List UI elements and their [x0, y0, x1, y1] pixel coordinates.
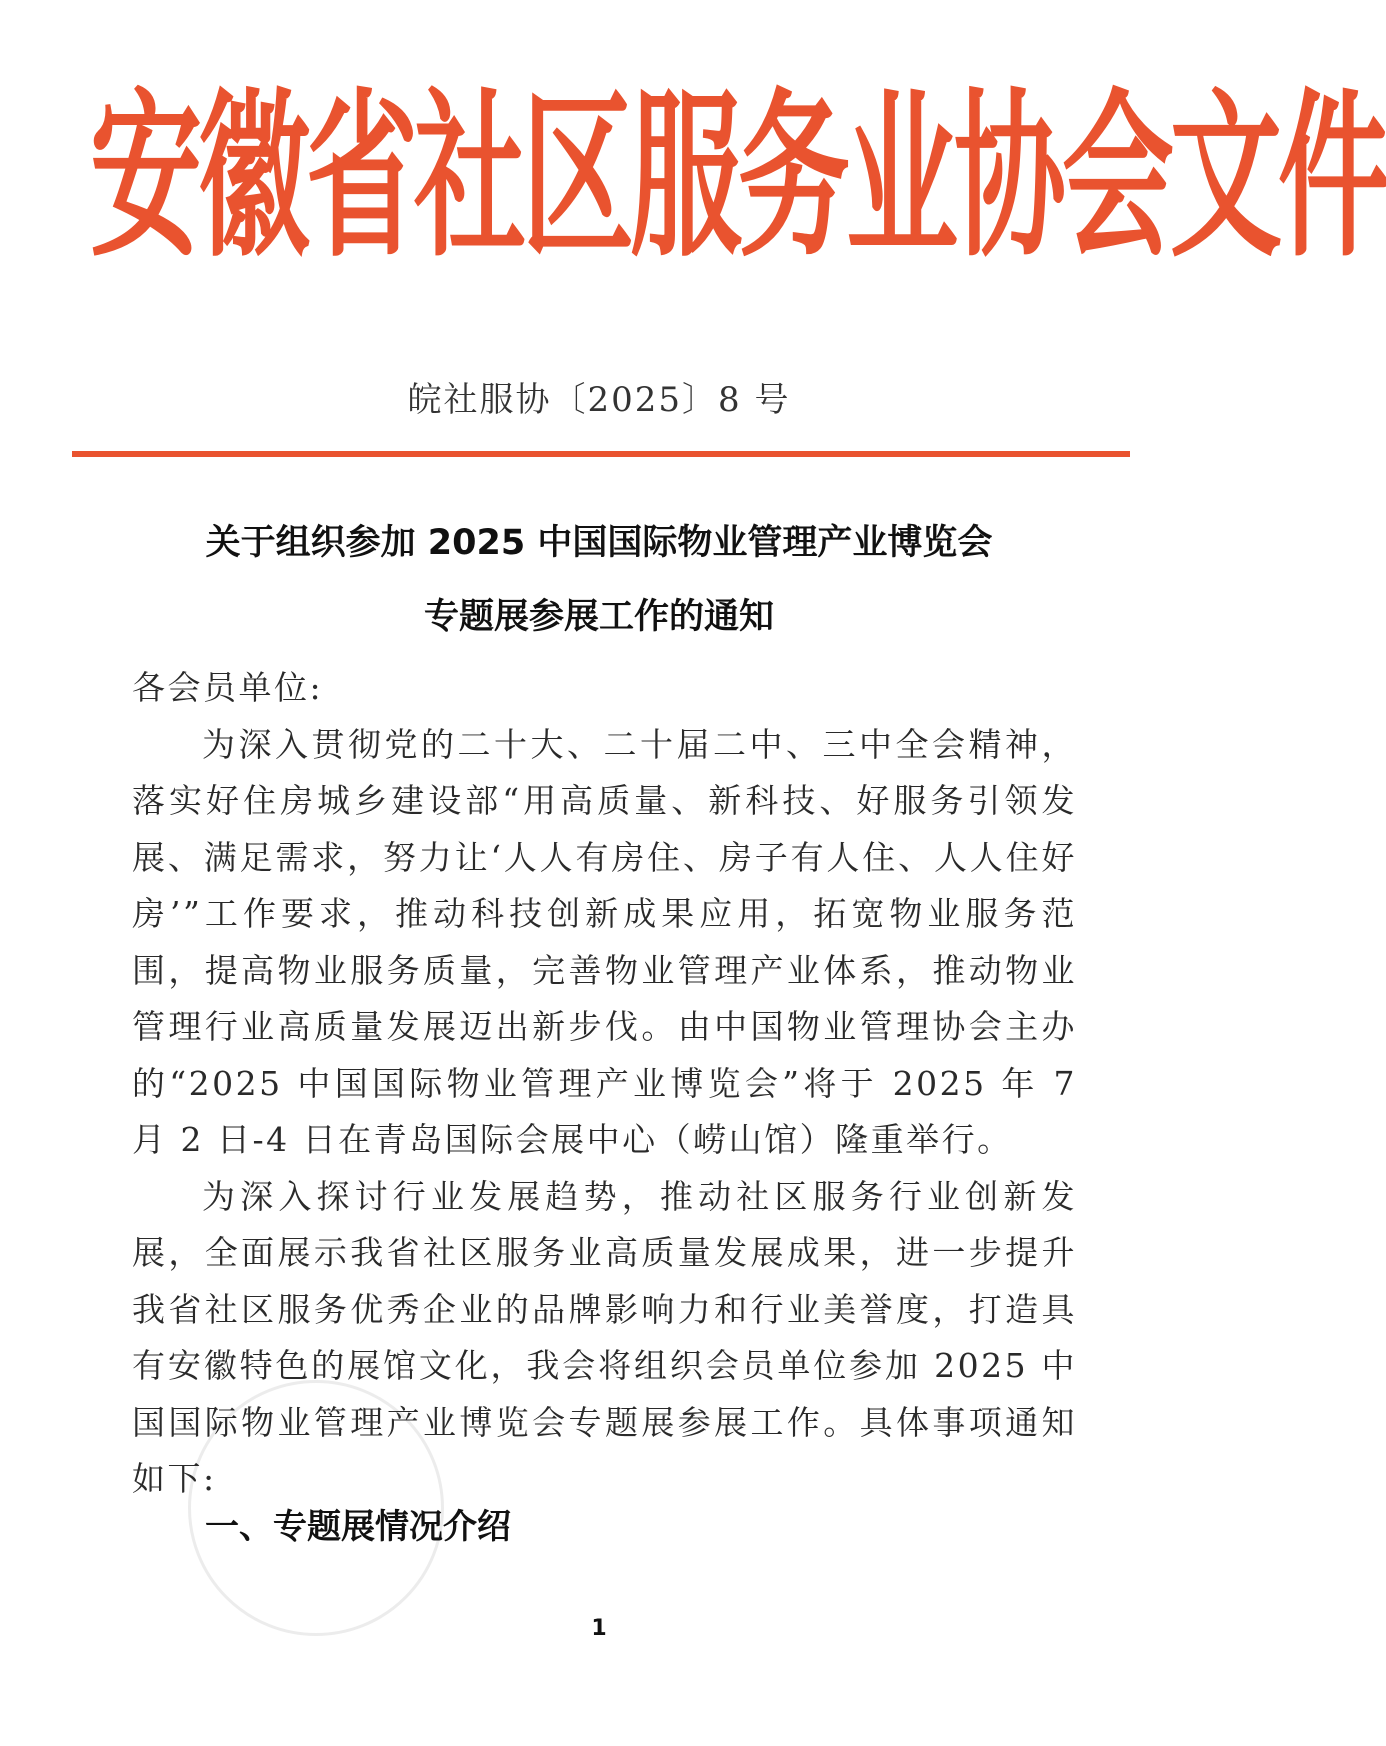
red-divider-rule [72, 451, 1130, 457]
notice-title-line-2: 专题展参展工作的通知 [423, 597, 774, 637]
body-paragraph-2: 为深入探讨行业发展趋势，推动社区服务行业创新发展，全面展示我省社区服务业高质量发展成果，进一步提升我省社区服务优秀企业的品牌影响力和行业美誉度，打造具有安徽特色的展馆文化，我会将组织会员单位参加 2025 中国国际物业管理产业博览会专题展参展工作。具体事项通知如下: [132, 1176, 1077, 1498]
document-number: 皖社服协〔2025〕8 号 [407, 380, 791, 420]
page-number: 1 [591, 1616, 607, 1641]
salutation: 各会员单位: [132, 668, 324, 707]
notice-title-line-1: 关于组织参加 2025 中国国际物业管理产业博览会 [205, 523, 993, 563]
masthead-title: 安徽省社区服务业协会文件 [90, 72, 1386, 283]
body-paragraph-1: 为深入贯彻党的二十大、二十届二中、三中全会精神，落实好住房城乡建设部“用高质量、新科技、好服务引领发展、满足需求，努力让‘人人有房住、房子有人住、人人住好房’”工作要求，推动科技创新成果应用，拓宽物业服务范围，提高物业服务质量，完善物业管理产业体系，推动物业管理行业高质量发展迈出新步伐。由中国物业管理协会主办的“2025 中国国际物业管理产业博览会”将于 2025 年 7 月 2 日-4 日在青岛国际会展中心（崂山馆）隆重举行。 [132, 724, 1077, 1159]
section-heading-1: 一、专题展情况介绍 [205, 1507, 511, 1547]
notice-body [132, 660, 1077, 1508]
